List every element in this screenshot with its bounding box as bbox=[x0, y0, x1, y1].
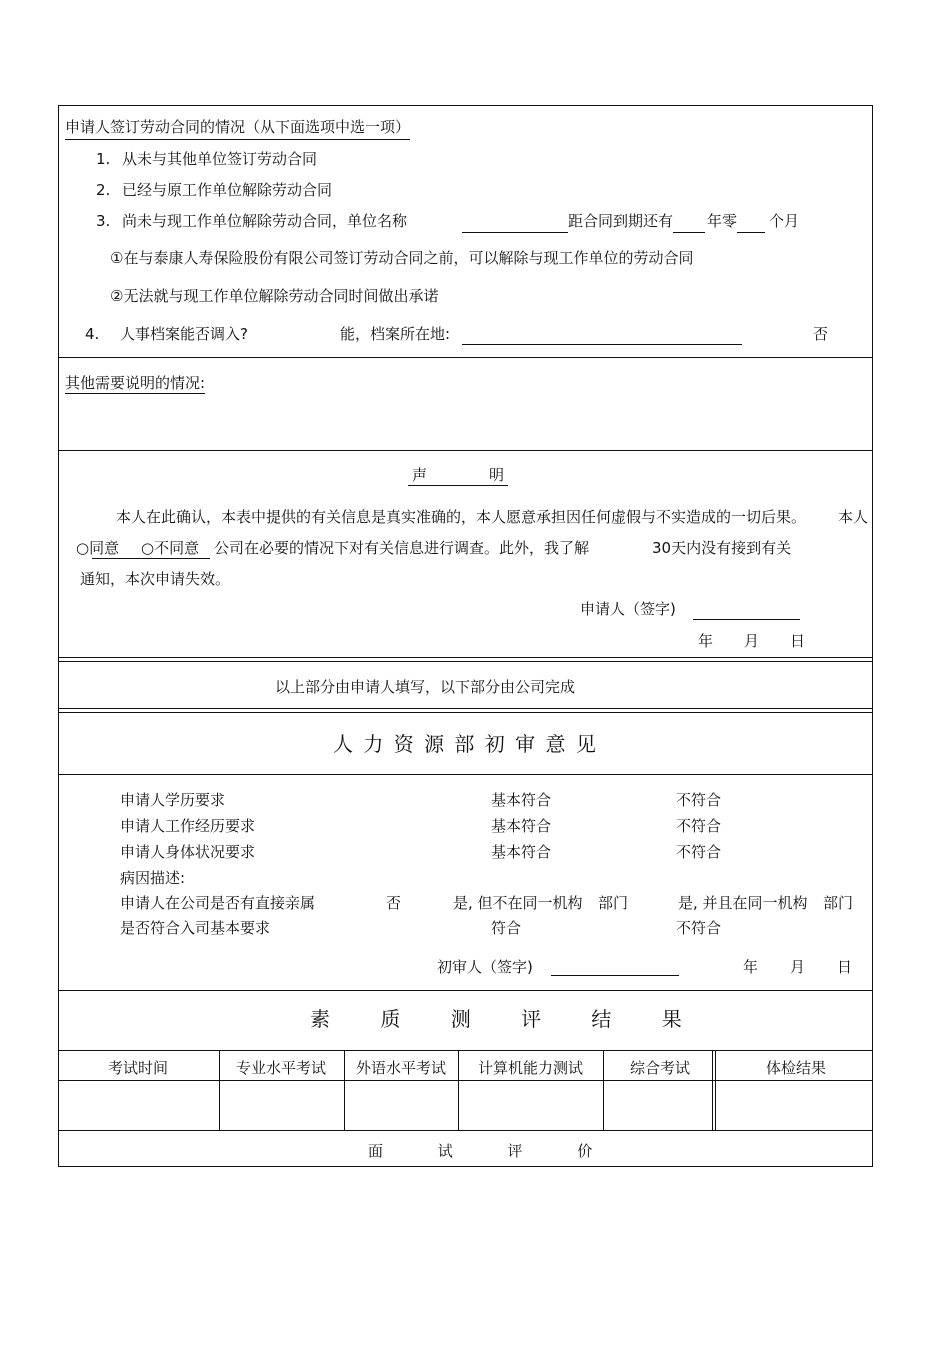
reviewer-sign-day: 日 bbox=[837, 958, 853, 976]
quality-header-language: 外语水平考试 bbox=[356, 1059, 447, 1077]
row-divider-7 bbox=[58, 1050, 873, 1051]
col-line-2 bbox=[344, 1050, 345, 1130]
applicant-sign-year: 年 bbox=[698, 632, 714, 650]
statement-title-underline bbox=[408, 485, 508, 486]
table-right-border bbox=[872, 105, 873, 1167]
basic-requirement-no: 不符合 bbox=[676, 919, 722, 937]
contract-item-1-text: 从未与其他单位签订劳动合同 bbox=[122, 150, 318, 168]
contract-year-label: 年零 bbox=[707, 212, 738, 230]
disagree-option[interactable]: ○不同意 bbox=[141, 539, 200, 557]
row-divider-5 bbox=[58, 774, 873, 775]
relative-yes-same: 是, 并且在同一机构 bbox=[678, 894, 808, 912]
statement-line-2b: 30天内没有接到有关 bbox=[652, 539, 792, 557]
row-divider-3a bbox=[58, 657, 873, 658]
statement-line-3: 通知，本次申请失效。 bbox=[80, 570, 231, 588]
col-line-3 bbox=[458, 1050, 459, 1130]
interview-title: 面 试 评 价 bbox=[368, 1142, 618, 1160]
applicant-sign-label: 申请人（签字) bbox=[580, 600, 676, 618]
archive-location-blank[interactable] bbox=[462, 344, 742, 345]
contract-item-3-text: 尚未与现工作单位解除劳动合同，单位名称 bbox=[122, 212, 408, 230]
relative-label: 申请人在公司是否有直接亲属 bbox=[120, 894, 316, 912]
hr-row-1-a: 基本符合 bbox=[491, 791, 552, 809]
reviewer-sign-label: 初审人（签字) bbox=[437, 958, 533, 976]
contract-item-2-text: 已经与原工作单位解除劳动合同 bbox=[122, 181, 333, 199]
statement-line-2: 公司在必要的情况下对有关信息进行调查。此外，我了解 bbox=[214, 539, 590, 557]
archive-yes-option: 能，档案所在地: bbox=[340, 325, 451, 343]
statement-overlap-text: 本人 bbox=[838, 508, 869, 526]
row-divider-4b bbox=[58, 712, 873, 713]
other-info-underline bbox=[65, 393, 205, 394]
reviewer-sign-year: 年 bbox=[743, 958, 759, 976]
hr-row-3-label: 申请人身体状况要求 bbox=[120, 843, 256, 861]
hr-row-3-b: 不符合 bbox=[676, 843, 722, 861]
col-line-4 bbox=[603, 1050, 604, 1130]
contract-month-label: 个月 bbox=[769, 212, 800, 230]
quality-title: 素 质 测 评 结 果 bbox=[310, 1007, 704, 1031]
applicant-sign-month: 月 bbox=[744, 632, 760, 650]
contract-item-3-num: 3. bbox=[96, 212, 111, 230]
agree-option[interactable]: ○同意 bbox=[76, 539, 120, 557]
col-line-1 bbox=[219, 1050, 220, 1130]
row-divider-1 bbox=[58, 357, 873, 358]
statement-line-1: 本人在此确认，本表中提供的有关信息是真实准确的，本人愿意承担因任何虚假与不实造成的一切后果。 bbox=[116, 508, 807, 526]
contract-item-1-num: 1. bbox=[96, 150, 111, 168]
contract-title: 申请人签订劳动合同的情况（从下面选项中选一项） bbox=[65, 118, 411, 136]
hr-review-title: 人 力 资 源 部 初 审 意 见 bbox=[333, 732, 598, 756]
table-left-border bbox=[58, 105, 59, 1167]
contract-item-4-num: 4. bbox=[85, 325, 100, 343]
months-blank[interactable] bbox=[737, 232, 765, 233]
reviewer-sign-month: 月 bbox=[790, 958, 806, 976]
hr-row-1-label: 申请人学历要求 bbox=[120, 791, 226, 809]
relative-yes-different: 是, 但不在同一机构 bbox=[453, 894, 583, 912]
contract-expire-label: 距合同到期还有 bbox=[568, 212, 674, 230]
table-bottom-border bbox=[58, 1166, 873, 1167]
row-divider-6 bbox=[58, 990, 873, 991]
row-divider-2 bbox=[58, 450, 873, 451]
years-blank[interactable] bbox=[673, 232, 705, 233]
statement-title-a: 声 bbox=[412, 466, 428, 484]
illness-description-label: 病因描述: bbox=[120, 869, 186, 887]
hr-row-2-b: 不符合 bbox=[676, 817, 722, 835]
quality-header-exam-time: 考试时间 bbox=[108, 1059, 169, 1077]
contract-title-underline bbox=[65, 139, 410, 140]
hr-row-1-b: 不符合 bbox=[676, 791, 722, 809]
statement-title-b: 明 bbox=[489, 466, 505, 484]
col-line-5b bbox=[715, 1050, 716, 1130]
section-divider-note: 以上部分由申请人填写，以下部分由公司完成 bbox=[275, 678, 576, 696]
quality-header-professional: 专业水平考试 bbox=[236, 1059, 327, 1077]
hr-row-2-a: 基本符合 bbox=[491, 817, 552, 835]
basic-requirement-label: 是否符合入司基本要求 bbox=[120, 919, 271, 937]
row-divider-3b bbox=[58, 661, 873, 662]
quality-header-comprehensive: 综合考试 bbox=[630, 1059, 691, 1077]
applicant-sign-blank[interactable] bbox=[693, 619, 800, 620]
table-top-border bbox=[58, 105, 873, 106]
other-info-label: 其他需要说明的情况: bbox=[65, 374, 206, 392]
reviewer-sign-blank[interactable] bbox=[551, 975, 679, 976]
row-divider-9 bbox=[58, 1130, 873, 1131]
relative-yes-same-dept: 部门 bbox=[823, 894, 854, 912]
basic-requirement-yes: 符合 bbox=[491, 919, 522, 937]
archive-no-option: 否 bbox=[813, 325, 829, 343]
contract-sub-option-2: ②无法就与现工作单位解除劳动合同时间做出承诺 bbox=[110, 287, 439, 305]
quality-header-medical: 体检结果 bbox=[766, 1059, 827, 1077]
quality-header-computer: 计算机能力测试 bbox=[478, 1059, 584, 1077]
company-name-blank[interactable] bbox=[462, 232, 568, 233]
hr-row-3-a: 基本符合 bbox=[491, 843, 552, 861]
contract-item-2-num: 2. bbox=[96, 181, 111, 199]
contract-sub-option-1: ①在与泰康人寿保险股份有限公司签订劳动合同之前，可以解除与现工作单位的劳动合同 bbox=[110, 249, 694, 267]
relative-no: 否 bbox=[386, 894, 402, 912]
contract-item-4-text: 人事档案能否调入? bbox=[120, 325, 248, 343]
relative-yes-different-dept: 部门 bbox=[598, 894, 629, 912]
hr-row-2-label: 申请人工作经历要求 bbox=[120, 817, 256, 835]
applicant-sign-day: 日 bbox=[790, 632, 806, 650]
col-line-5a bbox=[712, 1050, 713, 1130]
row-divider-4a bbox=[58, 708, 873, 709]
agree-underline bbox=[92, 558, 210, 559]
row-divider-8 bbox=[58, 1080, 873, 1081]
